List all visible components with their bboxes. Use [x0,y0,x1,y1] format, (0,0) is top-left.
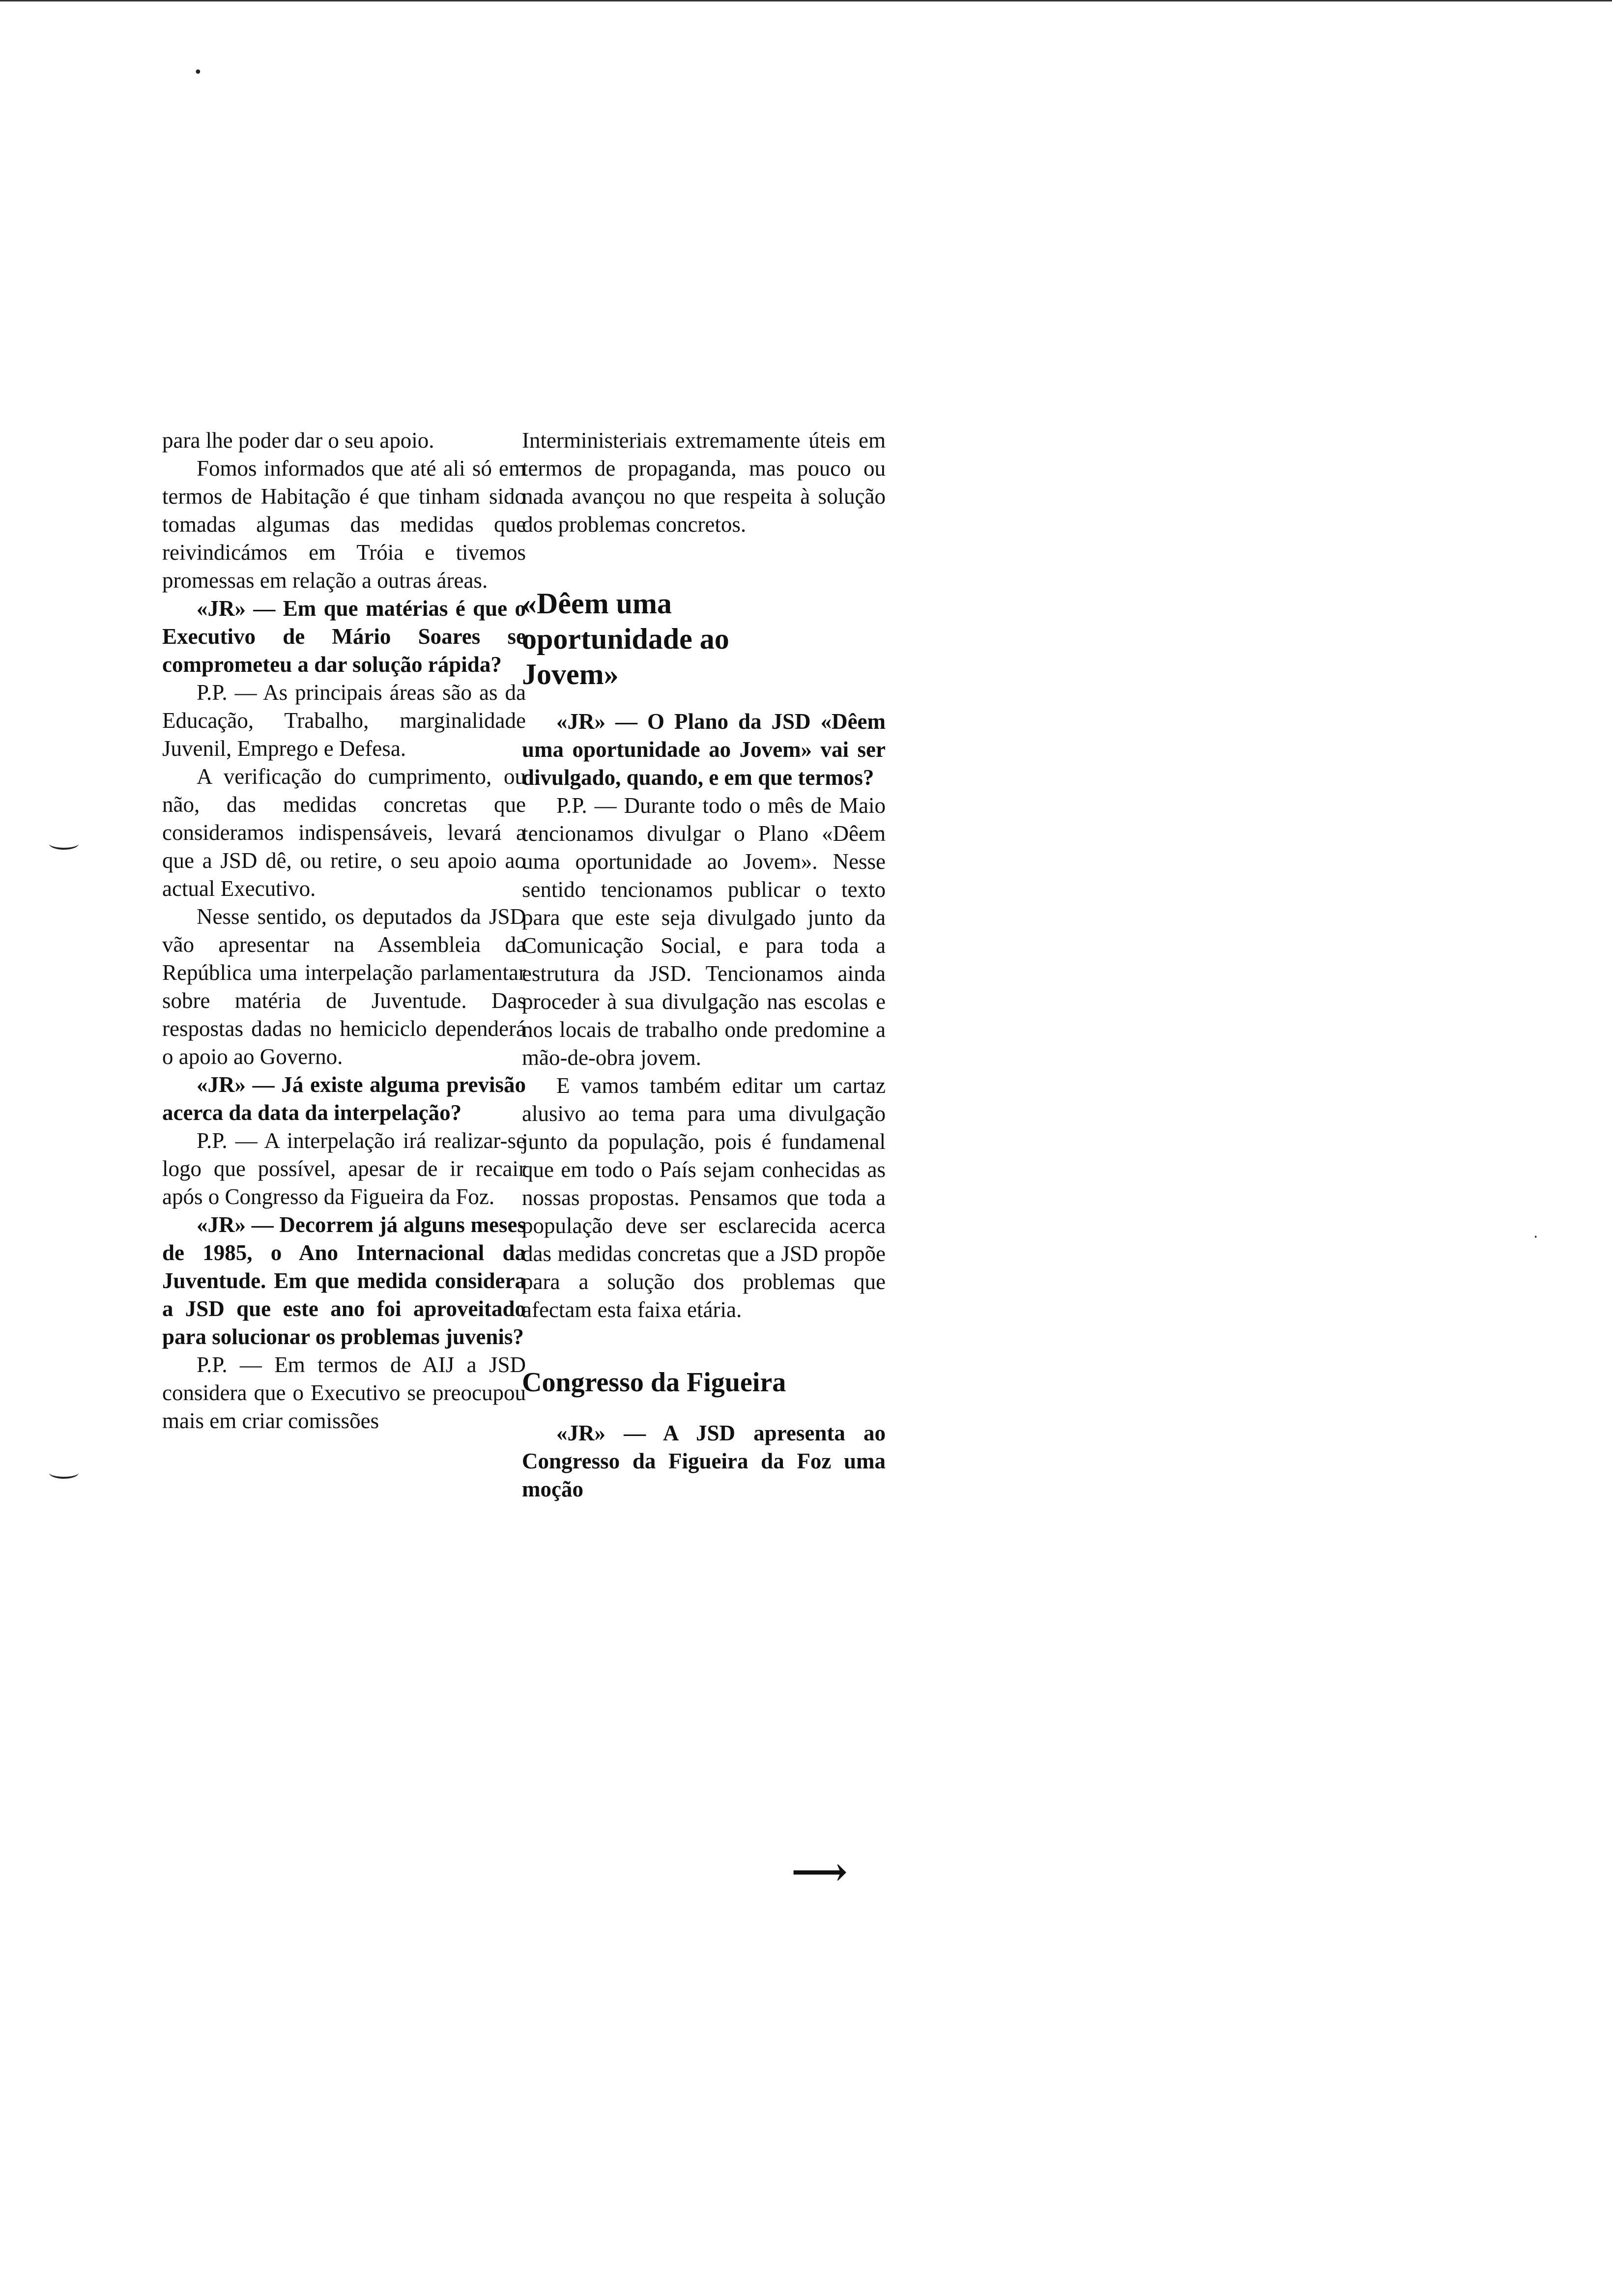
left-paragraph-1: para lhe poder dar o seu apoio. [162,428,434,453]
left-paragraph-5: Nesse sentido, os deputados da JSD vão apresentar na Assembleia da República uma interpelação parlamentar sobre matéria de Juventude. Das respostas dadas no hemiciclo dependerá o apoio ao Governo. [162,904,526,1069]
interview-question-2: «JR» — Já existe alguma previsão acerca da data da interpelação? [162,1072,526,1125]
interview-question-5: «JR» — A JSD apresenta ao Congresso da Figueira da Foz uma moção [522,1421,886,1501]
right-paragraph-2: P.P. — Durante todo o mês de Maio tencionamos divulgar o Plano «Dêem uma oportunidade ao Jovem». Nesse sentido tencionamos publicar o texto para que este seja divulgado junto da Comunicação Social, e para toda a estrutura da JSD. Tencionamos ainda proceder à sua divulgação nas escolas e nos locais de trabalho onde predomine a mão-de-obra jovem. [522,793,886,1070]
article-right-column [522,427,886,1503]
interview-question-4: «JR» — O Plano da JSD «Dêem uma oportunidade ao Jovem» vai ser divulgado, quando, e em que termos? [522,709,886,790]
interview-question-3: «JR» — Decorrem já alguns meses de 1985, o Ano Internacional da Juventude. Em que medida considera a JSD que este ano foi aproveitado para solucionar os problemas juvenis? [162,1212,526,1349]
left-paragraph-2: Fomos informados que até ali só em termos de Habitação é que tinham sido tomadas algumas das medidas que reivindicámos em Tróia e tivemos promessas em relação a outras áreas. [162,456,526,593]
article-left-column [162,427,526,1435]
left-paragraph-7: P.P. — Em termos de AIJ a JSD considera que o Executivo se preocupou mais em criar comissões [162,1352,526,1433]
margin-bracket-mark [49,1467,79,1479]
margin-bracket-mark [49,838,79,850]
left-paragraph-4: A verificação do cumprimento, ou não, das medidas concretas que consideramos indispensáveis, levará a que a JSD dê, ou retire, o seu apoio ao actual Executivo. [162,764,526,901]
section-heading-congresso: Congresso da Figueira [522,1367,786,1398]
right-paragraph-1: Interministeriais extremamente úteis em termos de propaganda, mas pouco ou nada avançou no que respeita à solução dos problemas concretos. [522,428,886,537]
continue-arrow-icon: ⟶ [791,1851,848,1894]
scan-dot: · [1533,1229,1538,1246]
interview-question-1: «JR» — Em que matérias é que o Executivo de Mário Soares se comprometeu a dar solução rápida? [162,596,526,677]
left-paragraph-3: P.P. — As principais áreas são as da Educação, Trabalho, marginalidade Juvenil, Emprego e Defesa. [162,680,526,761]
section-heading-oportunidade: «Dêem uma oportunidade ao Jovem» [522,587,729,690]
right-paragraph-3: E vamos também editar um cartaz alusivo ao tema para uma divulgação junto da população, pois é fundamenal que em todo o País sejam conhecidas as nossas propostas. Pensamos que toda a população deve ser esclarecida acerca das medidas concretas que a JSD propõe para a solução dos problemas que afectam esta faixa etária. [522,1073,886,1322]
scan-dot: • [194,64,202,81]
left-paragraph-6: P.P. — A interpelação irá realizar-se logo que possível, apesar de ir recair após o Congresso da Figueira da Foz. [162,1128,526,1209]
top-border-rule [0,0,1612,1]
